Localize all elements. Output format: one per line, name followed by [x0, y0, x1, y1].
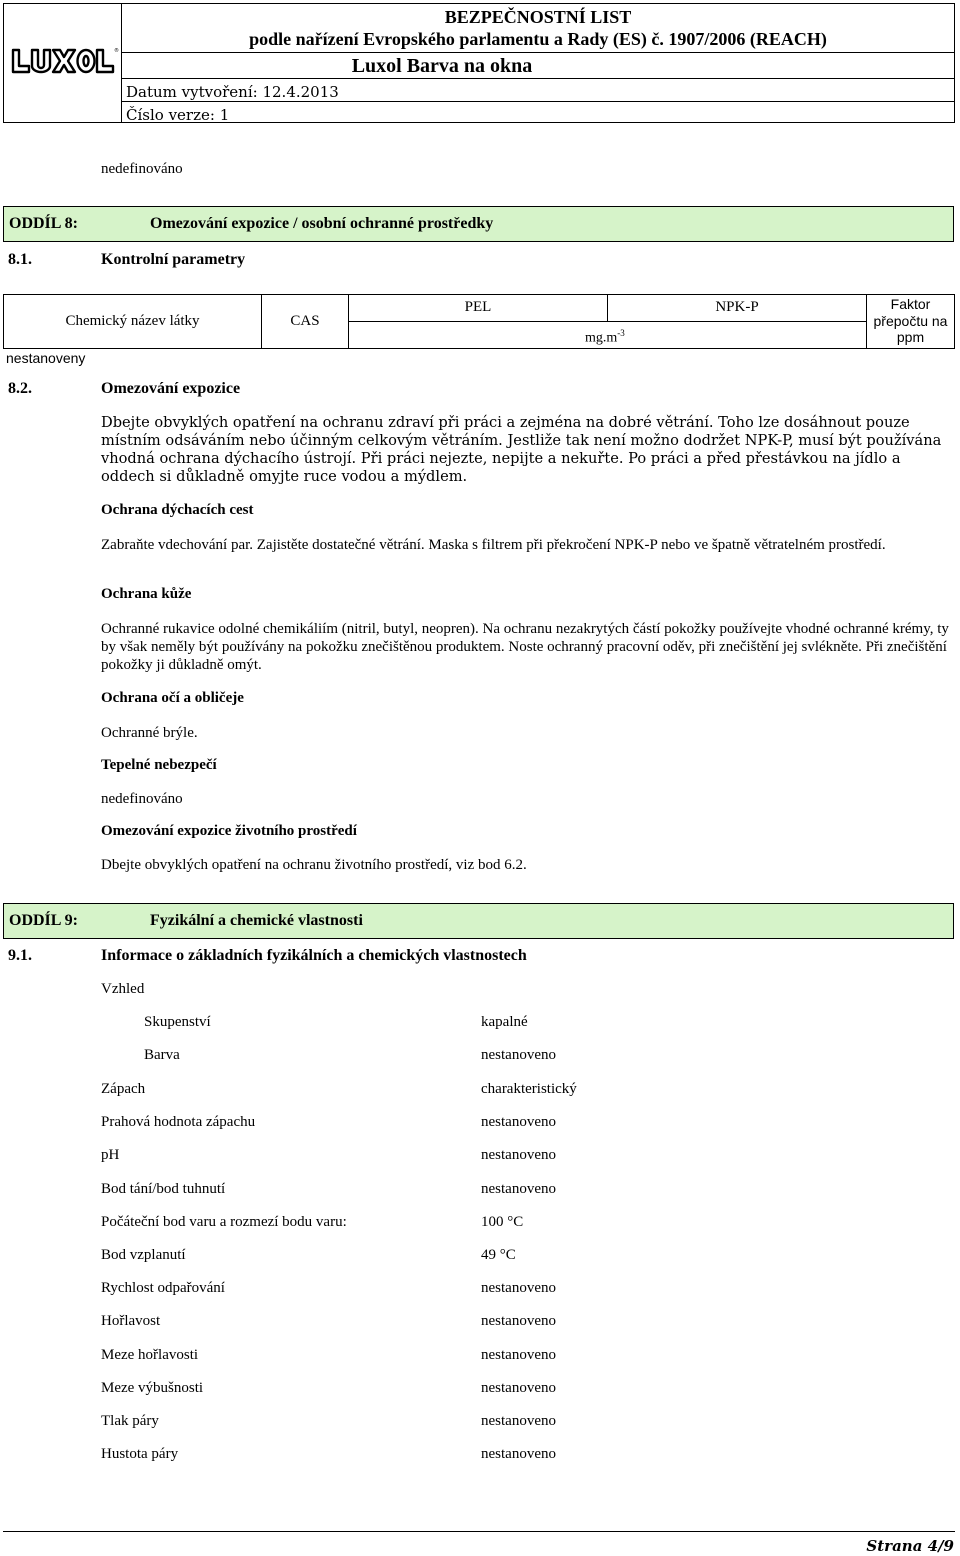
eye-protection-title: Ochrana očí a obličeje: [101, 690, 244, 706]
property-label: Bod vzplanutí: [101, 1247, 186, 1263]
svg-text:®: ®: [114, 48, 119, 54]
document-header: [3, 3, 955, 123]
property-label: Zápach: [101, 1081, 146, 1097]
top-note: nedefinováno: [101, 161, 183, 177]
subsection-8-1-number: 8.1.: [8, 251, 32, 268]
property-label: Meze hořlavosti: [101, 1347, 199, 1363]
property-value: nestanoveno: [481, 1446, 556, 1462]
property-label: Hustota páry: [101, 1446, 179, 1462]
col-conversion-factor: Faktor přepočtu na ppm: [873, 296, 948, 345]
subsection-9-1-number: 9.1.: [8, 947, 32, 964]
property-value: nestanoveno: [481, 1280, 556, 1296]
property-label: pH: [101, 1147, 120, 1163]
document-title: BEZPEČNOSTNÍ LIST: [444, 7, 632, 27]
thermal-hazard-text: nedefinováno: [101, 791, 183, 807]
section-8-number: ODDÍL 8:: [9, 215, 78, 232]
property-value: 100 °C: [481, 1214, 524, 1230]
skin-protection-title: Ochrana kůže: [101, 586, 192, 602]
regulation-reference: podle nařízení Evropského parlamentu a Rady (ES) č. 1907/2006 (REACH): [249, 29, 827, 49]
unit-mg-m3: [585, 328, 625, 347]
property-value: nestanoveno: [481, 1313, 556, 1329]
property-label: Počáteční bod varu a rozmezí bodu varu:: [101, 1214, 347, 1230]
property-value: 49 °C: [481, 1247, 516, 1263]
property-value: nestanoveno: [481, 1147, 556, 1163]
appearance-label: Vzhled: [101, 981, 145, 997]
thermal-hazard-title: Tepelné nebezpečí: [101, 757, 217, 773]
property-label: Tlak páry: [101, 1413, 159, 1429]
skin-protection-text: Ochranné rukavice odolné chemikáliím (nitril, butyl, neopren). Na ochranu nezakrytých částí pokožky používejte vhodné ochranné krémy, ty by však neměly být používány na pokožku znečištěnou produktem. Noste ochranný pracovní oděv, při znečištění jej svlékněte. Při znečištění pokožky ji důkladně omýt.: [101, 621, 949, 673]
property-label: Meze výbušnosti: [101, 1380, 204, 1396]
property-value: kapalné: [481, 1014, 528, 1030]
subsection-9-1-title: Informace o základních fyzikálních a chemických vlastnostech: [101, 947, 527, 964]
environmental-exposure-title: Omezování expozice životního prostředí: [101, 823, 357, 839]
page-number: Strana 4/9: [866, 1537, 954, 1555]
section-9-bar: [3, 903, 954, 939]
property-value: nestanoveno: [481, 1347, 556, 1363]
property-value: nestanoveno: [481, 1380, 556, 1396]
col-cas: CAS: [290, 313, 320, 329]
col-chemical-name: Chemický název látky: [65, 313, 200, 329]
property-value: charakteristický: [481, 1081, 577, 1097]
product-name: Luxol Barva na okna: [351, 55, 533, 77]
respiratory-protection-title: Ochrana dýchacích cest: [101, 502, 254, 518]
table-empty-note: nestanoveny: [6, 350, 86, 366]
exposure-general-text: Dbejte obvyklých opatření na ochranu zdraví při práci a zejména na dobré větrání. Toho lze dosáhnout pouze místním odsáváním nebo účinným celkovým větráním. Jestliže tak není možno dodržet NPK-P, musí být používána vhodná ochrana dýchacího ústrojí. Při práci nejezte, nepijte a nekuřte. Po práci a před přestávkou na jídlo a oddech si důkladně omyjte ruce vodou a mýdlem.: [101, 414, 942, 485]
unit-base: mg.m: [585, 330, 618, 346]
section-9-number: ODDÍL 9:: [9, 912, 78, 929]
property-label: Prahová hodnota zápachu: [101, 1114, 256, 1130]
property-value: nestanoveno: [481, 1413, 556, 1429]
property-label: Skupenství: [144, 1014, 211, 1030]
respiratory-protection-text: Zabraňte vdechování par. Zajistěte dostatečné větrání. Maska s filtrem při překročení NPK-P nebo ve špatně větratelném prostředí.: [101, 537, 886, 553]
section-8-bar: [3, 206, 954, 242]
environmental-exposure-text: Dbejte obvyklých opatření na ochranu životního prostředí, viz bod 6.2.: [101, 857, 527, 873]
subsection-8-1-title: Kontrolní parametry: [101, 251, 246, 268]
property-value: nestanoveno: [481, 1181, 556, 1197]
eye-protection-text: Ochranné brýle.: [101, 725, 198, 741]
subsection-8-2-title: Omezování expozice: [101, 380, 241, 397]
col-npk-p: NPK-P: [715, 299, 759, 315]
property-label: Hořlavost: [101, 1313, 161, 1329]
logo-cell: [4, 4, 122, 122]
property-label: Barva: [144, 1047, 180, 1063]
property-value: nestanoveno: [481, 1047, 556, 1063]
footer-rule: [3, 1531, 955, 1532]
section-9-title: Fyzikální a chemické vlastnosti: [150, 912, 363, 929]
property-label: Rychlost odpařování: [101, 1280, 225, 1296]
section-8-title: Omezování expozice / osobní ochranné prostředky: [150, 215, 494, 232]
control-parameters-table: [3, 294, 955, 366]
property-label: Bod tání/bod tuhnutí: [101, 1181, 226, 1197]
date-created: Datum vytvoření: 12.4.2013: [126, 83, 339, 101]
col-pel: PEL: [464, 299, 492, 315]
subsection-8-2-number: 8.2.: [8, 380, 32, 397]
unit-exponent: -3: [617, 328, 625, 338]
version-number: Číslo verze: 1: [126, 106, 230, 124]
luxol-logo: [10, 46, 119, 76]
property-value: nestanoveno: [481, 1114, 556, 1130]
